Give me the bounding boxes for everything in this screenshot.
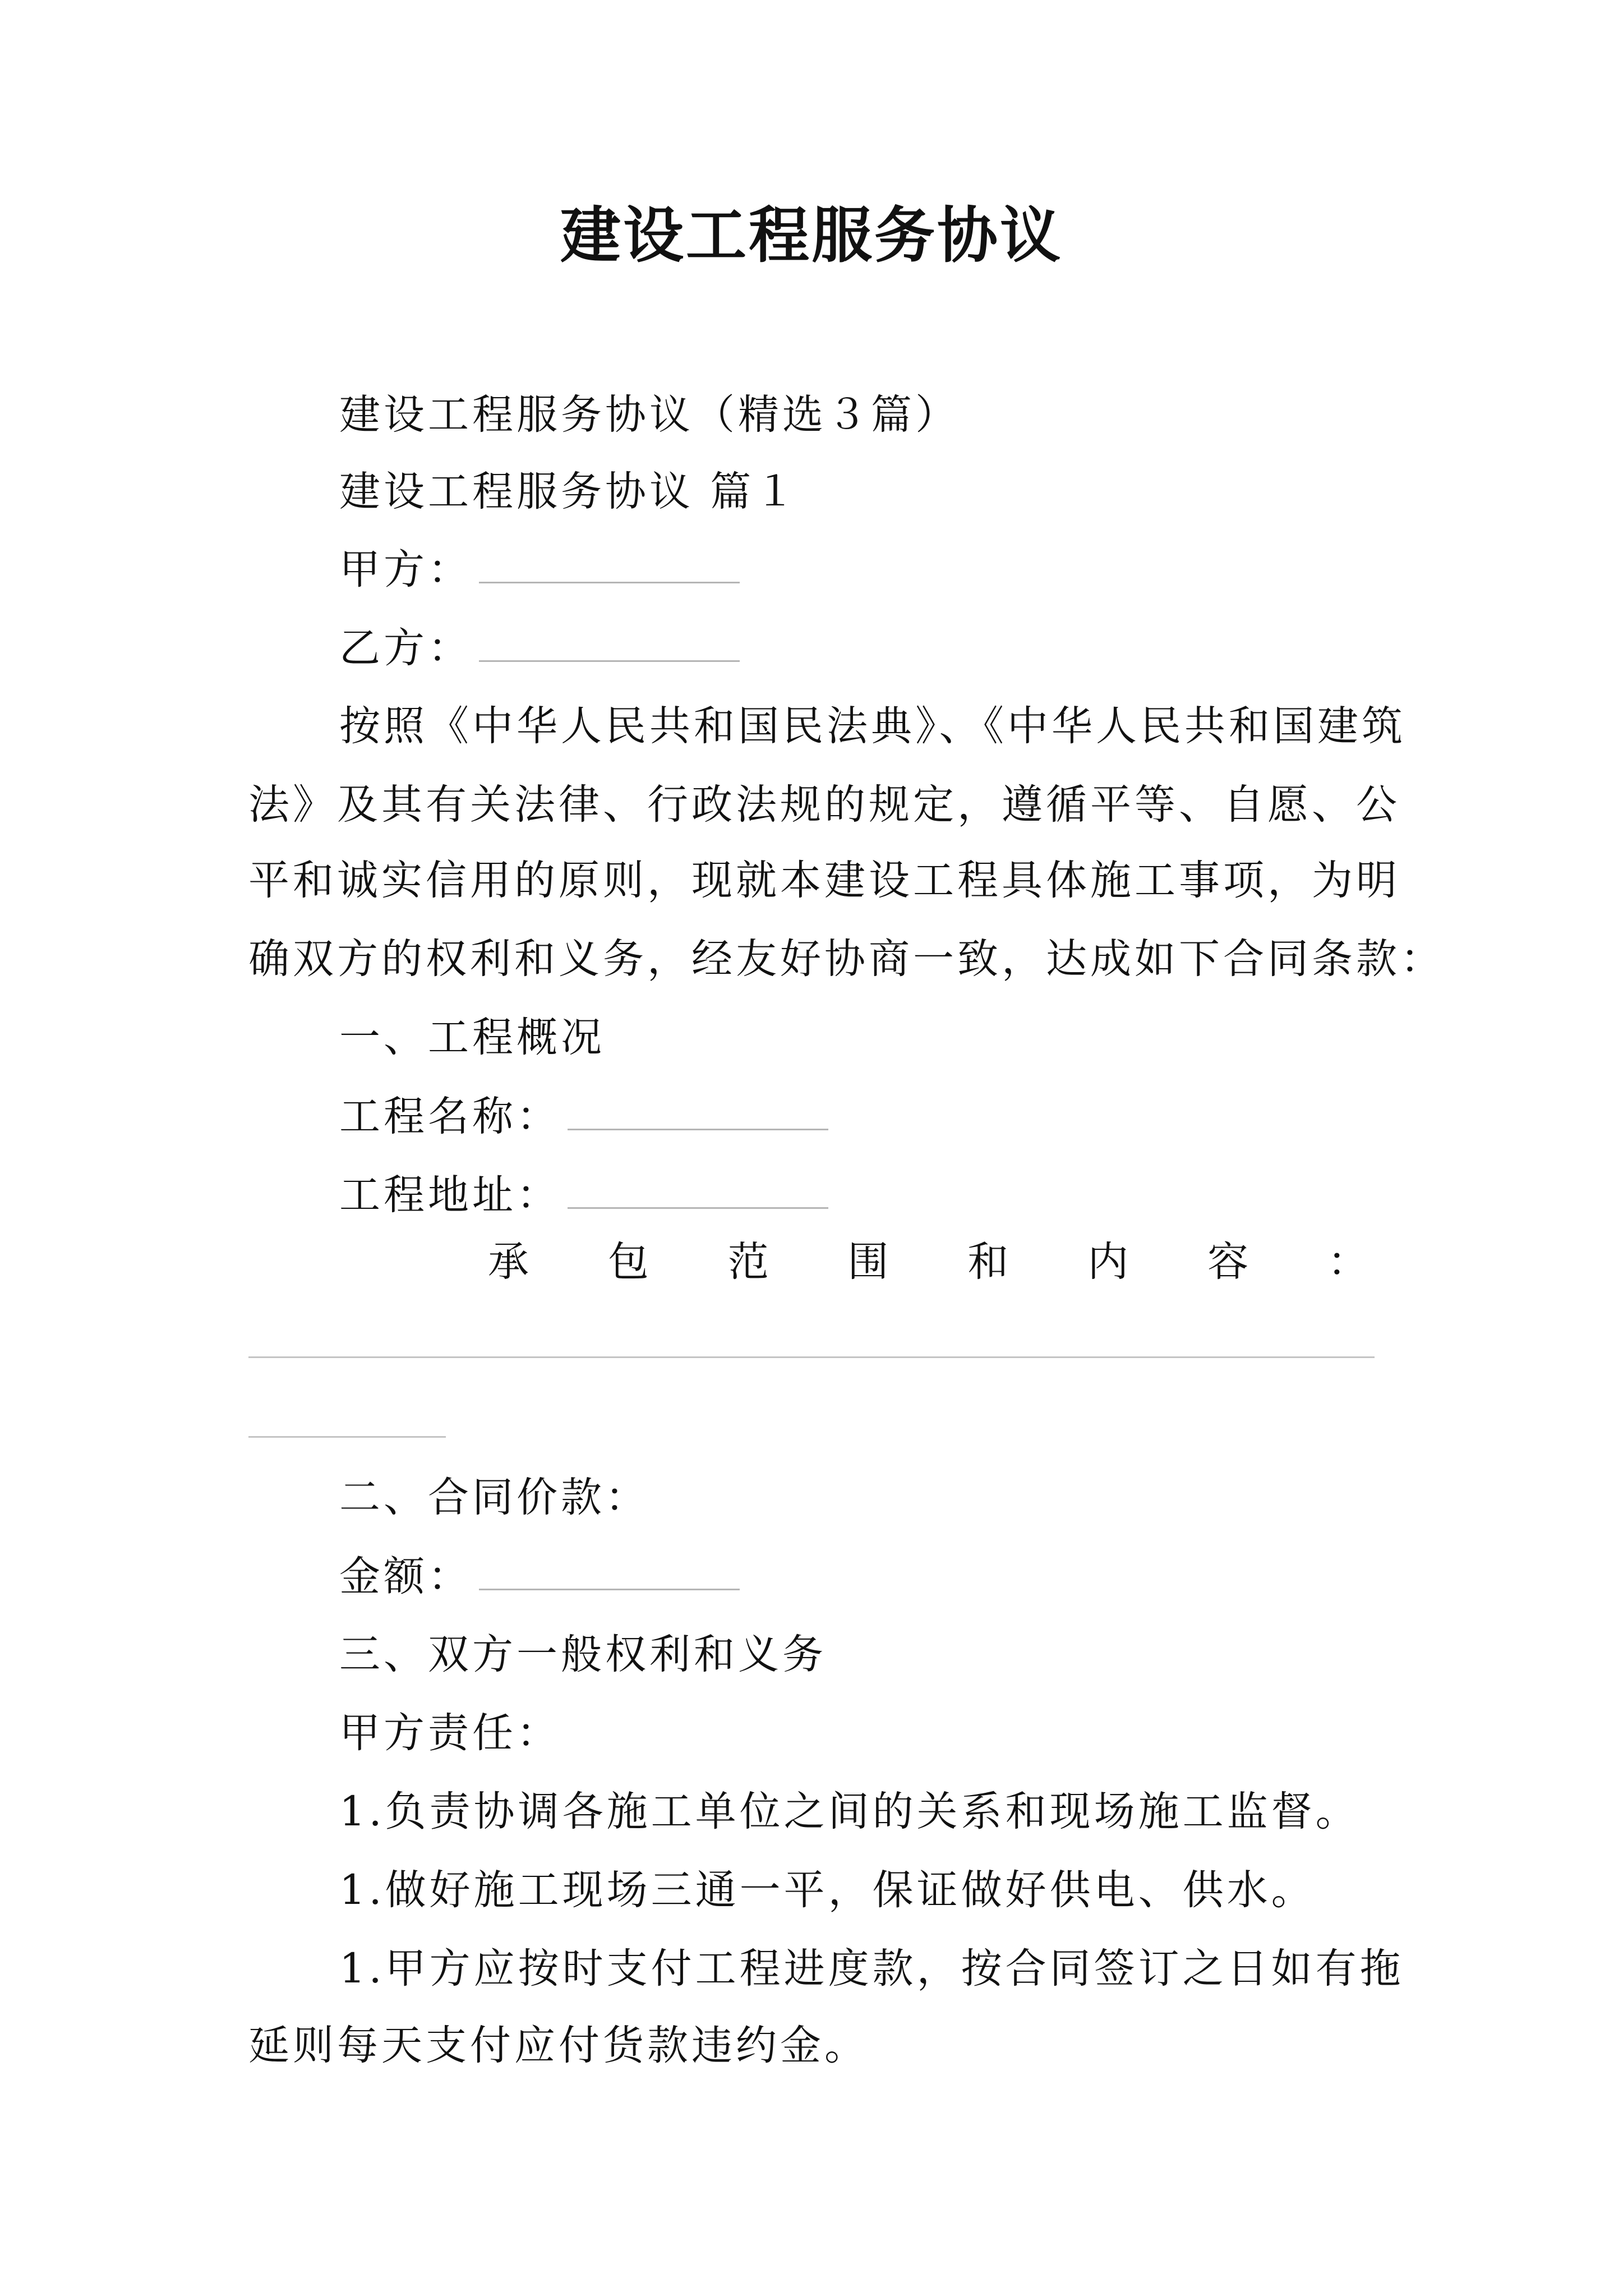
scope-label: [488, 1234, 1368, 1290]
party-a-duty-title: 甲方责任：: [339, 1709, 561, 1757]
amount-line: [339, 1548, 740, 1605]
document-subtitle: 建设工程服务协议（精选３篇）: [339, 391, 960, 439]
preamble-line-2: 法》及其有关法律、行政法规的规定，遵循平等、自愿、公: [248, 781, 1400, 829]
project-address-blank: [568, 1167, 828, 1209]
duty-item-3-line-1: 1.甲方应按时支付工程进度款，按合同签订之日如有拖: [339, 1945, 1404, 1993]
document-title: 建设工程服务协议: [560, 200, 1063, 271]
scope-char: 和: [967, 1238, 1009, 1286]
scope-char: 承: [488, 1238, 529, 1286]
preamble-line-3: 平和诚实信用的原则，现就本建设工程具体施工事项，为明: [248, 857, 1400, 904]
party-b-label: 乙方：: [339, 624, 472, 672]
party-a-label: 甲方：: [339, 546, 472, 593]
section-3-title: 三、双方一般权利和义务: [339, 1631, 827, 1678]
project-name-line: [339, 1088, 828, 1145]
project-address-label: 工程地址：: [339, 1171, 561, 1219]
scope-blank-line-2: [248, 1436, 446, 1438]
section-1-title: 一、工程概况: [339, 1014, 605, 1061]
scope-char: 容: [1207, 1238, 1249, 1286]
preamble-line-1: 按照《中华人民共和国民法典》、《中华人民共和国建筑: [339, 702, 1406, 750]
party-b-line: [339, 620, 740, 677]
scope-char: ：: [1327, 1238, 1368, 1286]
duty-item-2: 1.做好施工现场三通一平，保证做好供电、供水。: [339, 1866, 1316, 1914]
party-b-blank: [479, 620, 740, 662]
amount-blank: [479, 1548, 740, 1590]
party-a-blank: [479, 541, 740, 583]
party-a-line: [339, 541, 740, 598]
scope-char: 包: [607, 1238, 649, 1286]
duty-item-3-line-2: 延则每天支付应付货款违约金。: [248, 2022, 869, 2069]
amount-label: 金额：: [339, 1553, 472, 1600]
scope-char: 范: [727, 1238, 769, 1286]
scope-blank-line-1: [248, 1356, 1375, 1358]
preamble-line-4: 确双方的权利和义务，经友好协商一致，达成如下合同条款：: [248, 935, 1445, 983]
scope-char: 内: [1087, 1238, 1129, 1286]
project-address-line: [339, 1167, 828, 1223]
section-2-title: 二、合同价款：: [339, 1474, 649, 1521]
section-heading: 建设工程服务协议 篇１: [339, 468, 799, 516]
project-name-label: 工程名称：: [339, 1093, 561, 1140]
project-name-blank: [568, 1088, 828, 1130]
scope-char: 围: [847, 1238, 889, 1286]
duty-item-1: 1.负责协调各施工单位之间的关系和现场施工监督。: [339, 1788, 1360, 1835]
